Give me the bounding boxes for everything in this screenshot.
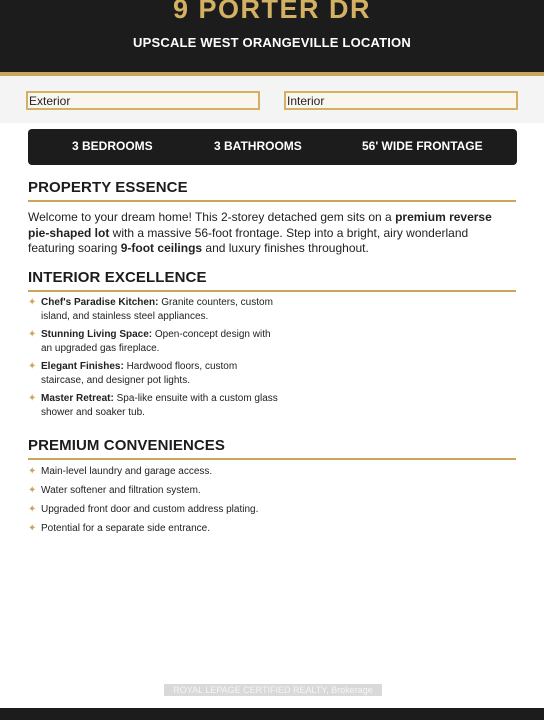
interior-list (28, 296, 278, 424)
essence-text-2: with a massive 56-foot frontage. Step into a bright, airy wonderland featuring soaring (28, 225, 469, 255)
essence-text-3: and luxury finishes throughout. (202, 241, 369, 255)
stats-bar (28, 129, 517, 165)
list-item (28, 522, 488, 536)
brokerage-watermark: ROYAL LEPAGE CERTIFIED REALTY, Brokerage (164, 684, 382, 696)
item-text: Upgraded front door and custom address plating. (41, 504, 259, 515)
star-bullet-icon: ✦ (28, 361, 37, 372)
item-label: Stunning Living Space: (41, 329, 153, 340)
item-text: Hardwood floors, custom staircase, and designer pot lights. (41, 361, 238, 386)
stat-bathrooms: 3 BATHROOMS (214, 139, 302, 153)
page-subtitle: UPSCALE WEST ORANGEVILLE LOCATION (133, 35, 411, 50)
star-bullet-icon: ✦ (28, 466, 37, 477)
essence-bold-1: premium reverse pie-shaped lot (28, 210, 492, 240)
interior-photo: Interior (284, 91, 518, 110)
stat-bedrooms: 3 BEDROOMS (72, 139, 153, 153)
essence-paragraph (28, 210, 516, 257)
footer-bar (0, 708, 544, 720)
star-bullet-icon: ✦ (28, 297, 37, 308)
list-item (28, 484, 488, 498)
star-bullet-icon: ✦ (28, 523, 37, 534)
list-item (28, 465, 488, 479)
star-bullet-icon: ✦ (28, 504, 37, 515)
photo-strip (0, 76, 544, 123)
star-bullet-icon: ✦ (28, 393, 37, 404)
item-label: Chef's Paradise Kitchen: (41, 297, 159, 308)
list-item (28, 296, 278, 324)
item-text: Water softener and filtration system. (41, 485, 201, 496)
section-title-essence: PROPERTY ESSENCE (28, 179, 516, 202)
item-text: Open-concept design with an upgraded gas fireplace. (41, 329, 271, 354)
section-title-interior: INTERIOR EXCELLENCE (28, 269, 516, 292)
essence-bold-2: 9-foot ceilings (120, 241, 203, 255)
header-banner (0, 0, 544, 76)
page-title: 9 PORTER DR (172, 0, 372, 24)
item-text: Granite counters, custom island, and stainless steel appliances. (41, 297, 273, 322)
item-text: Main-level laundry and garage access. (41, 466, 213, 477)
essence-text-1: Welcome to your dream home! This 2-storey detached gem sits on a (28, 210, 396, 224)
list-item (28, 328, 278, 356)
conveniences-list (28, 465, 488, 541)
list-item (28, 392, 278, 420)
stat-frontage: 56' WIDE FRONTAGE (362, 139, 483, 153)
item-label: Elegant Finishes: (41, 361, 124, 372)
item-text: Spa-like ensuite with a custom glass shower and soaker tub. (41, 393, 278, 418)
star-bullet-icon: ✦ (28, 485, 37, 496)
exterior-photo: Exterior (26, 91, 260, 110)
list-item (28, 360, 278, 388)
item-text: Potential for a separate side entrance. (41, 523, 210, 534)
item-label: Master Retreat: (41, 393, 114, 404)
list-item (28, 503, 488, 517)
star-bullet-icon: ✦ (28, 329, 37, 340)
section-title-conveniences: PREMIUM CONVENIENCES (28, 437, 516, 460)
